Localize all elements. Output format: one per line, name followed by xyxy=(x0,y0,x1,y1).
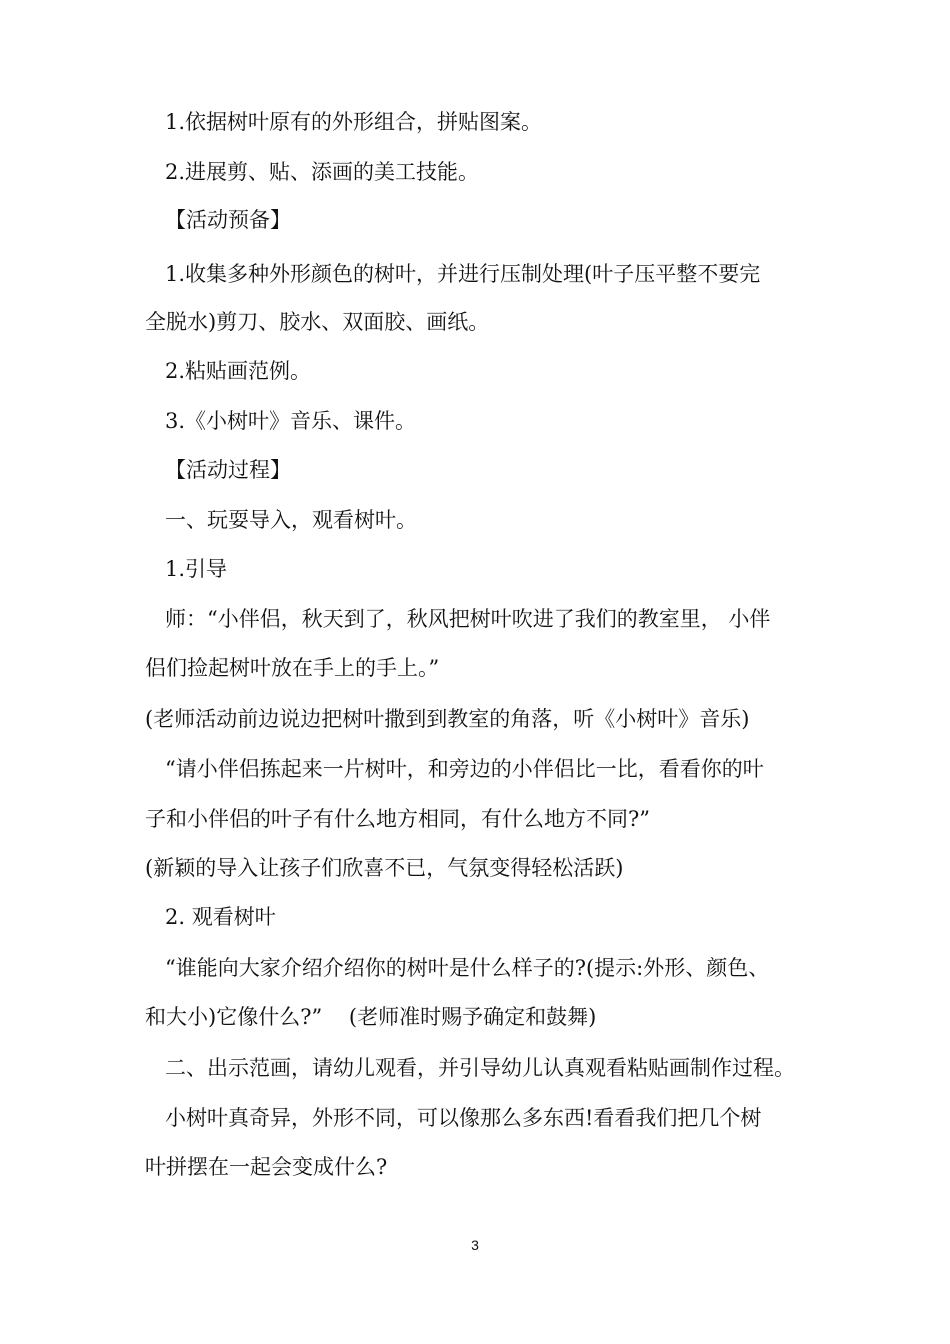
text-line: 叶拼摆在一起会变成什么? xyxy=(145,1155,388,1179)
page-number: 3 xyxy=(471,1237,479,1253)
text-line: 1.收集多种外形颜色的树叶，并进行压制处理(叶子压平整不要完 xyxy=(165,262,761,286)
text-line: “请小伴侣拣起来一片树叶，和旁边的小伴侣比一比，看看你的叶 xyxy=(165,757,764,781)
text-line: 2.进展剪、贴、添画的美工技能。 xyxy=(165,160,480,184)
text-line: 二、出示范画，请幼儿观看，并引导幼儿认真观看粘贴画制作过程。 xyxy=(165,1056,795,1080)
text-line: 和大小)它像什么?” (老师准时赐予确定和鼓舞) xyxy=(145,1005,597,1029)
section-heading: 【活动预备】 xyxy=(165,208,291,232)
text-line: 2. 观看树叶 xyxy=(165,905,276,929)
text-line: 全脱水)剪刀、胶水、双面胶、画纸。 xyxy=(145,310,490,334)
text-line: 小树叶真奇异，外形不同，可以像那么多东西!看看我们把几个树 xyxy=(165,1106,762,1130)
text-line: 3.《小树叶》音乐、课件。 xyxy=(165,409,417,433)
text-line: (新颖的导入让孩子们欣喜不已，气氛变得轻松活跃) xyxy=(145,856,624,880)
text-line: 1.引导 xyxy=(165,557,228,581)
text-line: “谁能向大家介绍介绍你的树叶是什么样子的?(提示:外形、颜色、 xyxy=(165,956,770,980)
text-line: 一、玩耍导入，观看树叶。 xyxy=(165,508,417,532)
text-line: 师：“小伴侣，秋天到了，秋风把树叶吹进了我们的教室里， 小伴 xyxy=(165,607,771,631)
text-line: 2.粘贴画范例。 xyxy=(165,359,312,383)
text-line: 侣们捡起树叶放在手上的手上。” xyxy=(145,656,440,680)
section-heading: 【活动过程】 xyxy=(165,458,291,482)
text-line: (老师活动前边说边把树叶撒到到教室的角落，听《小树叶》音乐) xyxy=(145,707,750,731)
text-line: 1.依据树叶原有的外形组合，拼贴图案。 xyxy=(165,110,543,134)
text-line: 子和小伴侣的叶子有什么地方相同，有什么地方不同?” xyxy=(145,807,650,831)
